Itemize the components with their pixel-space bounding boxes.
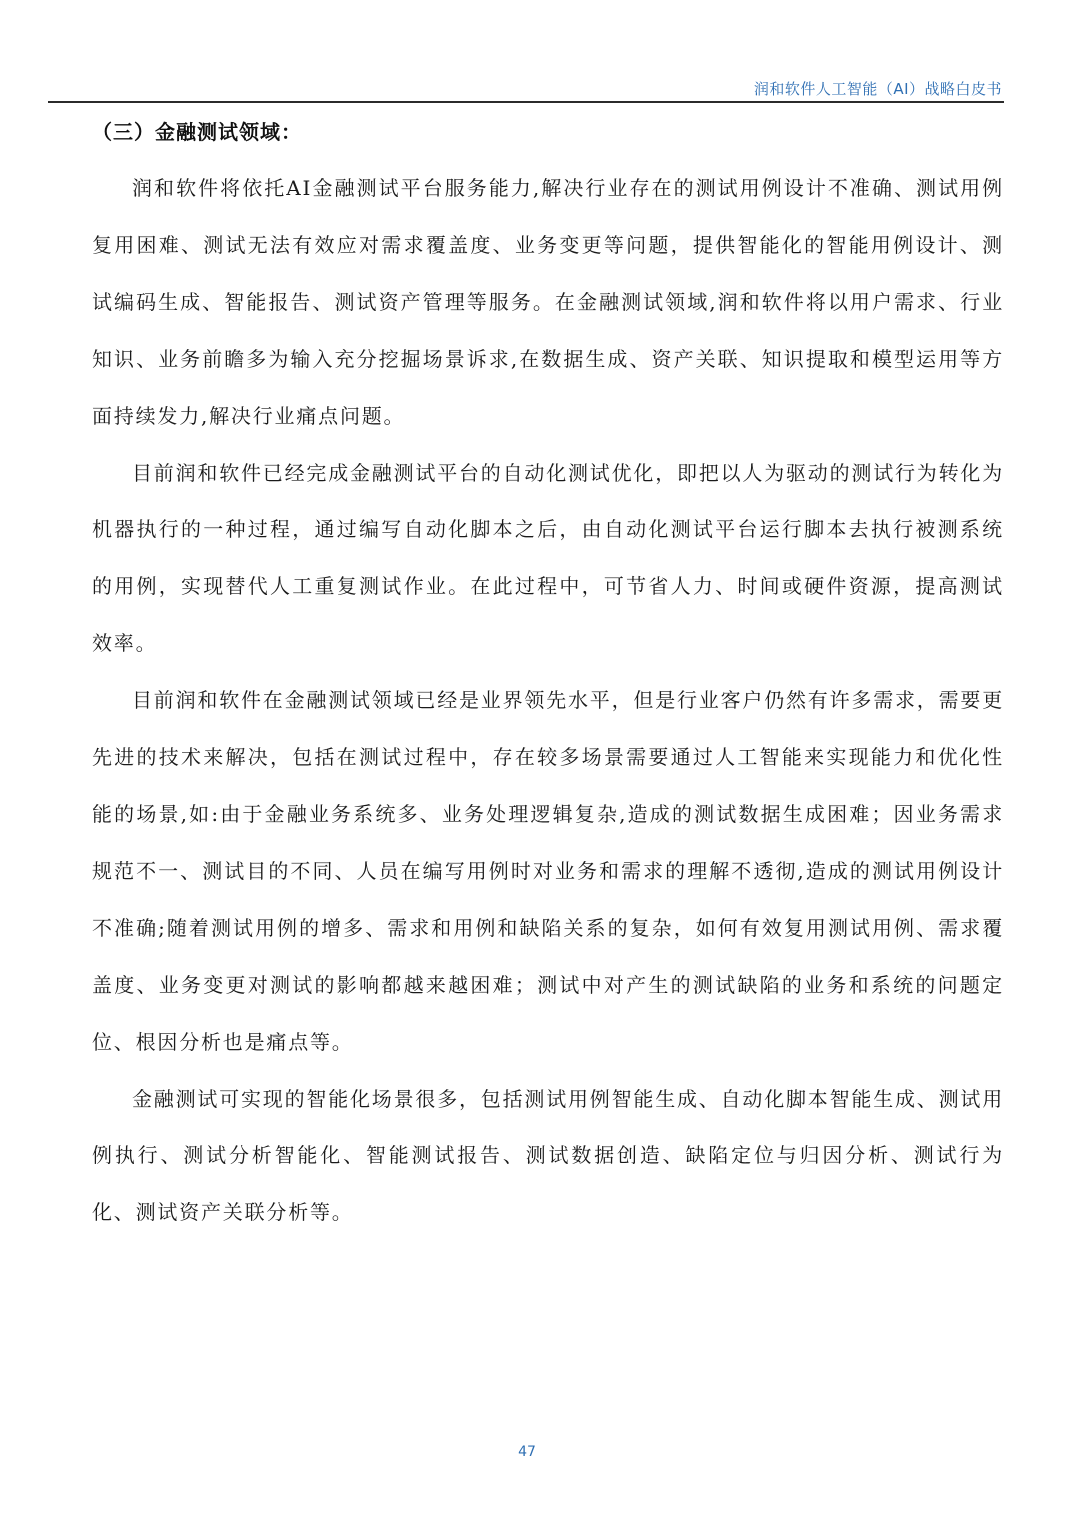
- paragraph-4: 金融测试可实现的智能化场景很多，包括测试用例智能生成、自动化脚本智能生成、测试用例执行、测试分析智能化、智能测试报告、测试数据创造、缺陷定位与归因分析、测试行为化、测试资产关联分析等。: [92, 1086, 1004, 1225]
- header-divider: [48, 101, 1004, 103]
- paragraph-3: 目前润和软件在金融测试领域已经是业界领先水平，但是行业客户仍然有许多需求，需要更先进的技术来解决，包括在测试过程中，存在较多场景需要通过人工智能来实现能力和优化性能的场景,如:由于金融业务系统多、业务处理逻辑复杂,造成的测试数据生成困难；因业务需求规范不一、测试目的不同、人员在编写用例时对业务和需求的理解不透彻,造成的测试用例设计不准确;随着测试用例的增多、需求和用例和缺陷关系的复杂，如何有效复用测试用例、需求覆盖度、业务变更对测试的影响都越来越困难；测试中对产生的测试缺陷的业务和系统的问题定位、根因分析也是痛点等。: [92, 688, 1004, 1054]
- running-header-title: 润和软件人工智能（AI）战略白皮书: [753, 80, 1002, 98]
- paragraph-2: 目前润和软件已经完成金融测试平台的自动化测试优化，即把以人为驱动的测试行为转化为机器执行的一种过程，通过编写自动化脚本之后，由自动化测试平台运行脚本去执行被测系统的用例，实现替代人工重复测试作业。在此过程中，可节省人力、时间或硬件资源，提高测试效率。: [92, 460, 1004, 656]
- paragraph-1: 润和软件将依托AI金融测试平台服务能力,解决行业存在的测试用例设计不准确、测试用例复用困难、测试无法有效应对需求覆盖度、业务变更等问题，提供智能化的智能用例设计、测试编码生成、智能报告、测试资产管理等服务。在金融测试领域,润和软件将以用户需求、行业知识、业务前瞻多为输入充分挖掘场景诉求,在数据生成、资产关联、知识提取和模型运用等方面持续发力,解决行业痛点问题。: [92, 176, 1004, 428]
- page-number: 47: [518, 1444, 536, 1460]
- section-heading: （三）金融测试领域：: [92, 120, 302, 144]
- body-text: [92, 160, 1004, 1241]
